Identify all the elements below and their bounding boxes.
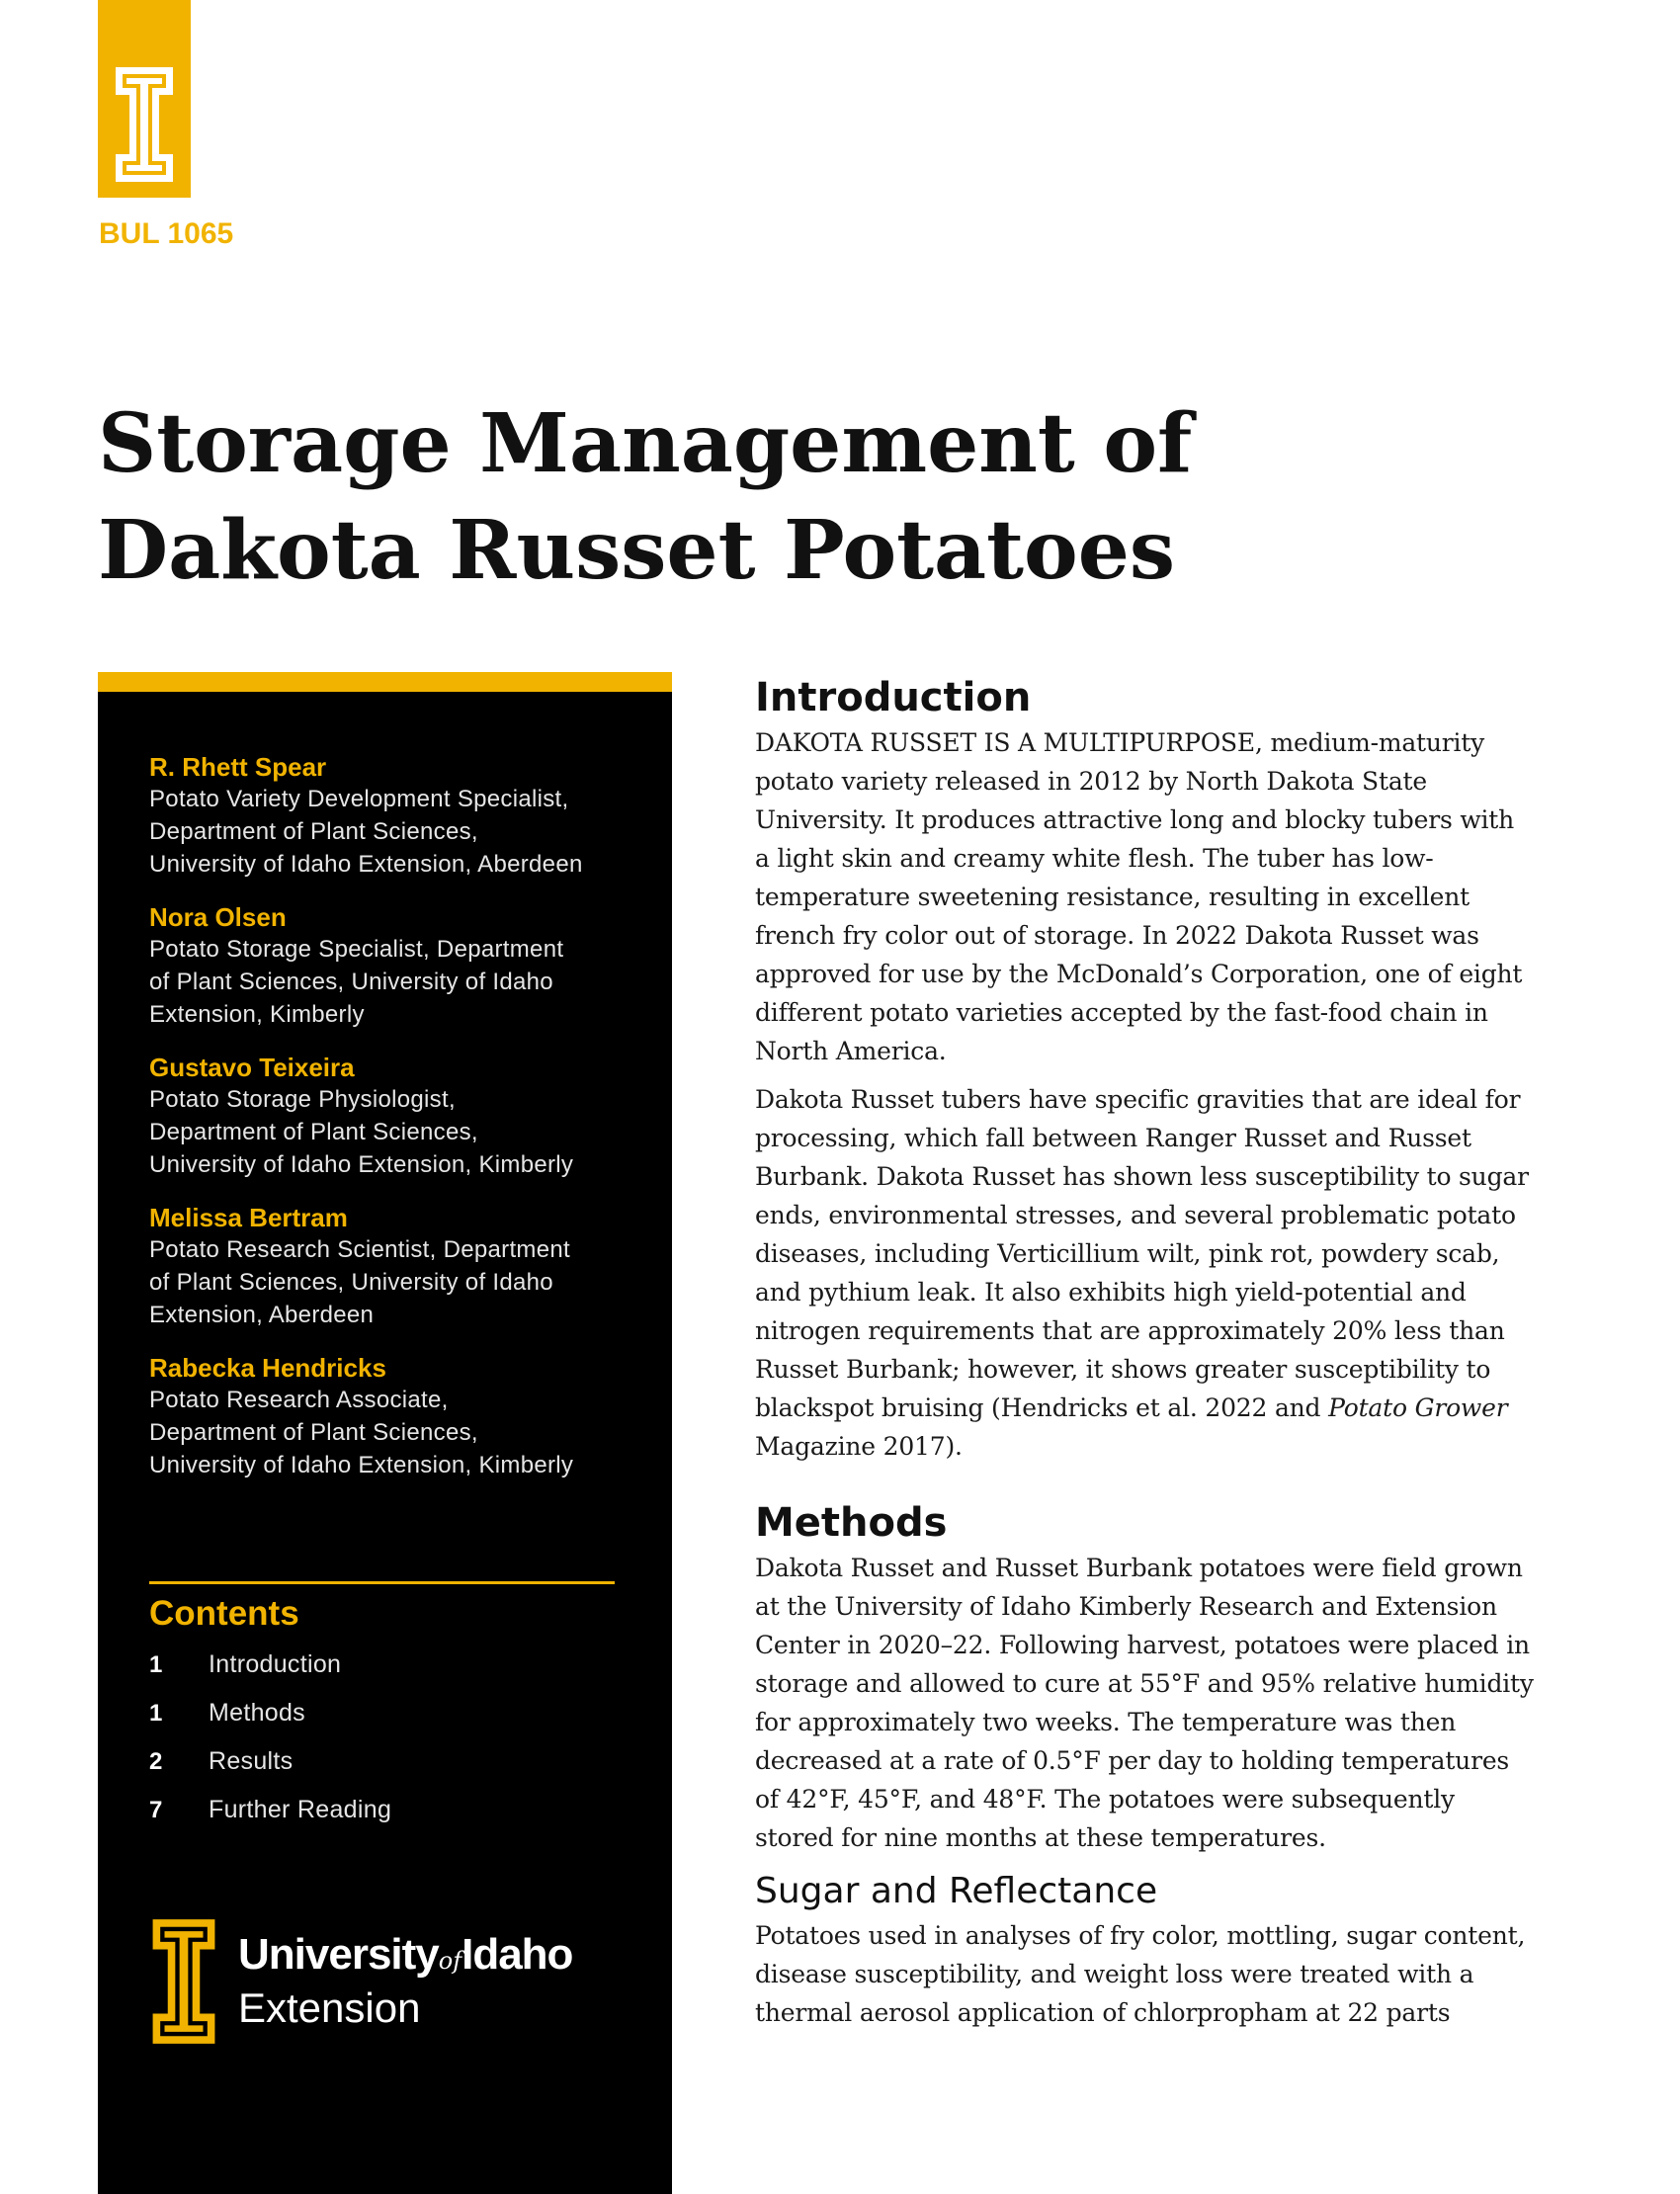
- logo-word-university: University: [238, 1930, 439, 1979]
- author-item: [149, 751, 643, 881]
- logo-word-idaho: Idaho: [462, 1930, 573, 1979]
- author-affiliation: Extension, Kimberly: [149, 1001, 365, 1028]
- paragraph-text: Dakota Russet tubers have specific gravities that are ideal for processing, which fall between Ranger Russet and Russet Burbank. Dakota Russet has shown less susceptibility to sugar ends, environmental stresses, and several problematic potato diseases, including Verticillium wilt, pink rot, powdery scab, and pythium leak. It also exhibits high yield-potential and nitrogen requirements that are approximately 20% less than Russet Burbank; however, it shows greater susceptibility to blackspot bruising (Hendricks et al. 2022 and: [755, 1085, 1529, 1422]
- sugar-reflectance-paragraph: Potatoes used in analyses of fry color, mottling, sugar content, disease susceptibility, and weight loss were treated with a thermal aerosol application of chlorpropham at 22 parts: [755, 1921, 1526, 2027]
- author-list: [149, 751, 643, 1502]
- toc-item-results[interactable]: [149, 1737, 604, 1786]
- university-extension-logo: [149, 1917, 572, 2046]
- introduction-heading: Introduction: [755, 675, 1032, 720]
- toc-page-number: 7: [149, 1796, 163, 1823]
- toc-page-number: 1: [149, 1699, 163, 1727]
- author-item: [149, 901, 643, 1031]
- introduction-paragraph-1: DAKOTA RUSSET IS A MULTIPURPOSE, medium-maturity potato variety released in 2012 by North Dakota State University. It produces attractive long and blocky tubers with a light skin and creamy white flesh. The tuber has low-temperature sweetening resistance, resulting in excellent french fry color out of storage. In 2022 Dakota Russet was approved for use by the McDonald’s Corporation, one of eight different potato varieties accepted by the fast-food chain in North America.: [755, 728, 1523, 1065]
- paragraph-text: Magazine 2017).: [755, 1432, 963, 1461]
- publication-title: Potato Grower: [1328, 1393, 1508, 1422]
- toc-label: Results: [209, 1747, 294, 1775]
- author-affiliation: Department of Plant Sciences,: [149, 818, 478, 845]
- logo-word-of: of: [438, 1947, 462, 1975]
- author-affiliation: Potato Research Associate,: [149, 1387, 449, 1413]
- author-name: Gustavo Teixeira: [149, 1053, 355, 1082]
- toc-label: Introduction: [209, 1650, 342, 1678]
- author-affiliation: University of Idaho Extension, Kimberly: [149, 1452, 574, 1478]
- toc-page-number: 2: [149, 1747, 163, 1775]
- sugar-reflectance-heading: Sugar and Reflectance: [755, 1871, 1158, 1911]
- author-name: Rabecka Hendricks: [149, 1353, 386, 1383]
- author-affiliation: Extension, Aberdeen: [149, 1302, 375, 1328]
- title-line-1: Storage Management of: [98, 396, 1193, 491]
- author-affiliation: Department of Plant Sciences,: [149, 1419, 478, 1446]
- author-affiliation: Potato Variety Development Specialist,: [149, 786, 569, 812]
- toc-item-methods[interactable]: [149, 1689, 604, 1737]
- title-line-2: Dakota Russet Potatoes: [98, 503, 1176, 598]
- author-name: R. Rhett Spear: [149, 752, 327, 782]
- contents-heading: Contents: [149, 1594, 299, 1633]
- toc-item-further-reading[interactable]: [149, 1786, 604, 1834]
- toc-label: Further Reading: [209, 1796, 392, 1823]
- author-affiliation: Department of Plant Sciences,: [149, 1119, 478, 1145]
- toc-label: Methods: [209, 1699, 305, 1727]
- author-item: [149, 1352, 643, 1481]
- author-affiliation: University of Idaho Extension, Kimberly: [149, 1151, 574, 1178]
- introduction-paragraph-2: [755, 1080, 1536, 1466]
- author-affiliation: of Plant Sciences, University of Idaho: [149, 969, 553, 995]
- bulletin-number: BUL 1065: [99, 217, 234, 250]
- author-name: Melissa Bertram: [149, 1203, 348, 1232]
- methods-paragraph-1: Dakota Russet and Russet Burbank potatoes were field grown at the University of Idaho Kimberly Research and Extension Center in 2020–22. Following harvest, potatoes were placed in storage and allowed to cure at 55°F and 95% relative humidity for approximately two weeks. The temperature was then decreased at a rate of 0.5°F per day to holding temperatures of 42°F, 45°F, and 48°F. The potatoes were subsequently stored for nine months at these temperatures.: [755, 1554, 1534, 1852]
- author-affiliation: University of Idaho Extension, Aberdeen: [149, 851, 583, 878]
- author-affiliation: Potato Research Scientist, Department: [149, 1236, 570, 1263]
- main-content: [755, 672, 1536, 2042]
- block-i-logo-icon: [149, 1917, 218, 2046]
- author-affiliation: Potato Storage Physiologist,: [149, 1086, 456, 1113]
- methods-heading: Methods: [755, 1500, 948, 1546]
- author-item: [149, 1052, 643, 1181]
- logo-tab: [98, 0, 191, 198]
- page-title: [98, 390, 1383, 604]
- table-of-contents: [149, 1641, 604, 1834]
- contents-divider: [149, 1581, 615, 1584]
- author-affiliation: Potato Storage Specialist, Department: [149, 936, 564, 963]
- author-name: Nora Olsen: [149, 902, 287, 932]
- logo-wordmark: [238, 1931, 572, 2032]
- author-affiliation: of Plant Sciences, University of Idaho: [149, 1269, 553, 1296]
- toc-item-introduction[interactable]: [149, 1641, 604, 1689]
- block-i-logo-icon: [114, 65, 175, 184]
- sidebar: [98, 672, 672, 2194]
- toc-page-number: 1: [149, 1650, 163, 1678]
- logo-word-extension: Extension: [238, 1984, 421, 2031]
- author-item: [149, 1202, 643, 1331]
